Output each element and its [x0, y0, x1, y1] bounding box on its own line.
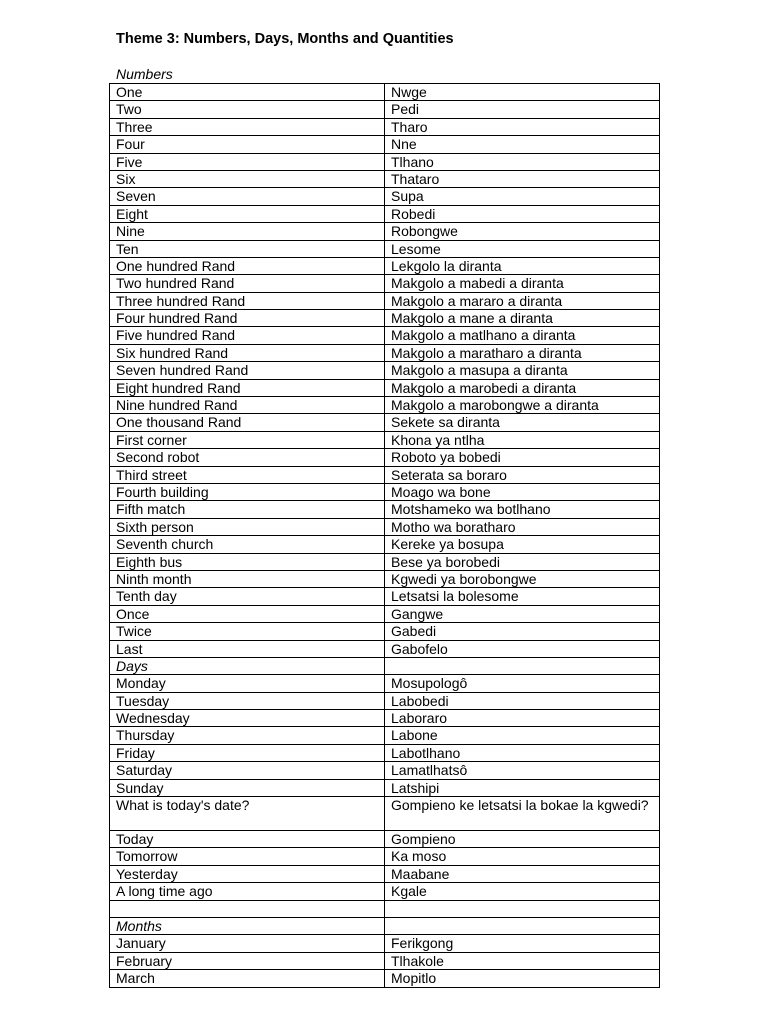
english-term-cell: Seven hundred Rand — [110, 362, 385, 379]
setswana-translation-cell: Makgolo a marobongwe a diranta — [385, 397, 660, 414]
section-heading-cell: Months — [110, 917, 385, 934]
setswana-translation-cell: Labobedi — [385, 692, 660, 709]
table-row — [110, 275, 660, 292]
setswana-translation-cell: Kgwedi ya borobongwe — [385, 570, 660, 587]
setswana-translation-cell: Robongwe — [385, 223, 660, 240]
setswana-translation-cell: Nne — [385, 136, 660, 153]
english-term-cell: Six — [110, 170, 385, 187]
table-row — [110, 553, 660, 570]
setswana-translation-cell: Labotlhano — [385, 744, 660, 761]
table-row — [110, 710, 660, 727]
english-term-cell: Today — [110, 831, 385, 848]
english-term-cell: Seven — [110, 188, 385, 205]
table-row — [110, 865, 660, 882]
english-term-cell: Last — [110, 640, 385, 657]
english-term-cell: A long time ago — [110, 883, 385, 900]
table-row — [110, 397, 660, 414]
english-term-cell: Two hundred Rand — [110, 275, 385, 292]
setswana-translation-cell: Tlhakole — [385, 952, 660, 969]
setswana-translation-cell: Pedi — [385, 101, 660, 118]
english-term-cell: Fifth match — [110, 501, 385, 518]
english-term-cell: Eight — [110, 205, 385, 222]
table-row — [110, 692, 660, 709]
setswana-translation-cell: Bese ya borobedi — [385, 553, 660, 570]
english-term-cell: Six hundred Rand — [110, 344, 385, 361]
english-term-cell: Second robot — [110, 449, 385, 466]
setswana-translation-cell: Ka moso — [385, 848, 660, 865]
english-term-cell: Saturday — [110, 762, 385, 779]
english-term-cell: Friday — [110, 744, 385, 761]
setswana-translation-cell: Mopitlo — [385, 970, 660, 987]
english-term-cell: Four hundred Rand — [110, 310, 385, 327]
section-heading-numbers: Numbers — [116, 66, 173, 82]
table-row — [110, 257, 660, 274]
setswana-translation-cell: Makgolo a mane a diranta — [385, 310, 660, 327]
setswana-translation-cell: Ferikgong — [385, 935, 660, 952]
setswana-translation-cell — [385, 900, 660, 917]
table-row — [110, 935, 660, 952]
setswana-translation-cell: Supa — [385, 188, 660, 205]
setswana-translation-cell: Motho wa boratharo — [385, 518, 660, 535]
table-row — [110, 727, 660, 744]
table-row — [110, 223, 660, 240]
table-row — [110, 848, 660, 865]
english-term-cell: Once — [110, 605, 385, 622]
english-term-cell: Sunday — [110, 779, 385, 796]
table-row — [110, 588, 660, 605]
table-row — [110, 84, 660, 101]
table-row — [110, 518, 660, 535]
table-row — [110, 570, 660, 587]
table-row — [110, 240, 660, 257]
table-row — [110, 831, 660, 848]
english-term-cell: Five hundred Rand — [110, 327, 385, 344]
table-row — [110, 170, 660, 187]
english-term-cell: Three — [110, 118, 385, 135]
table-row — [110, 779, 660, 796]
setswana-translation-cell: Robedi — [385, 205, 660, 222]
english-term-cell: January — [110, 935, 385, 952]
english-term-cell: Nine — [110, 223, 385, 240]
english-term-cell: Thursday — [110, 727, 385, 744]
english-term-cell: Twice — [110, 623, 385, 640]
english-term-cell: One — [110, 84, 385, 101]
table-row — [110, 675, 660, 692]
setswana-translation-cell: Tlhano — [385, 153, 660, 170]
setswana-translation-cell: Thataro — [385, 170, 660, 187]
setswana-translation-cell: Letsatsi la bolesome — [385, 588, 660, 605]
table-row — [110, 449, 660, 466]
english-term-cell: Three hundred Rand — [110, 292, 385, 309]
table-row — [110, 310, 660, 327]
table-row — [110, 762, 660, 779]
english-term-cell: Eight hundred Rand — [110, 379, 385, 396]
table-row — [110, 623, 660, 640]
setswana-translation-cell: Khona ya ntlha — [385, 431, 660, 448]
table-row — [110, 292, 660, 309]
setswana-translation-cell: Makgolo a mabedi a diranta — [385, 275, 660, 292]
setswana-translation-cell: Gabedi — [385, 623, 660, 640]
table-row — [110, 970, 660, 987]
english-term-cell: One thousand Rand — [110, 414, 385, 431]
setswana-translation-cell: Makgolo a maratharo a diranta — [385, 344, 660, 361]
setswana-translation-cell: Gompieno ke letsatsi la bokae la kgwedi? — [385, 797, 660, 831]
table-row — [110, 153, 660, 170]
english-term-cell: February — [110, 952, 385, 969]
english-term-cell: Fourth building — [110, 483, 385, 500]
table-row — [110, 205, 660, 222]
setswana-translation-cell: Nwge — [385, 84, 660, 101]
setswana-translation-cell: Gangwe — [385, 605, 660, 622]
setswana-translation-cell: Makgolo a masupa a diranta — [385, 362, 660, 379]
setswana-translation-cell: Lamatlhatsô — [385, 762, 660, 779]
setswana-translation-cell: Gabofelo — [385, 640, 660, 657]
english-term-cell: Tomorrow — [110, 848, 385, 865]
setswana-translation-cell: Kereke ya bosupa — [385, 536, 660, 553]
table-row — [110, 431, 660, 448]
setswana-translation-cell — [385, 917, 660, 934]
english-term-cell: Tenth day — [110, 588, 385, 605]
setswana-translation-cell — [385, 657, 660, 674]
table-row — [110, 605, 660, 622]
table-row — [110, 466, 660, 483]
vocabulary-table — [109, 83, 660, 988]
setswana-translation-cell: Tharo — [385, 118, 660, 135]
english-term-cell: Ten — [110, 240, 385, 257]
setswana-translation-cell: Mosupologô — [385, 675, 660, 692]
english-term-cell: Nine hundred Rand — [110, 397, 385, 414]
english-term-cell: Five — [110, 153, 385, 170]
english-term-cell — [110, 900, 385, 917]
setswana-translation-cell: Moago wa bone — [385, 483, 660, 500]
table-row — [110, 744, 660, 761]
english-term-cell: Seventh church — [110, 536, 385, 553]
english-term-cell: Two — [110, 101, 385, 118]
english-term-cell: Ninth month — [110, 570, 385, 587]
setswana-translation-cell: Lesome — [385, 240, 660, 257]
english-term-cell: One hundred Rand — [110, 257, 385, 274]
setswana-translation-cell: Labone — [385, 727, 660, 744]
table-row — [110, 501, 660, 518]
table-row — [110, 640, 660, 657]
setswana-translation-cell: Makgolo a marobedi a diranta — [385, 379, 660, 396]
english-term-cell: Third street — [110, 466, 385, 483]
table-row — [110, 136, 660, 153]
setswana-translation-cell: Sekete sa diranta — [385, 414, 660, 431]
english-term-cell: Yesterday — [110, 865, 385, 882]
setswana-translation-cell: Motshameko wa botlhano — [385, 501, 660, 518]
setswana-translation-cell: Makgolo a mararo a diranta — [385, 292, 660, 309]
english-term-cell: Wednesday — [110, 710, 385, 727]
table-row — [110, 344, 660, 361]
table-row — [110, 188, 660, 205]
setswana-translation-cell: Makgolo a matlhano a diranta — [385, 327, 660, 344]
setswana-translation-cell: Gompieno — [385, 831, 660, 848]
table-row — [110, 118, 660, 135]
table-row — [110, 379, 660, 396]
table-row — [110, 362, 660, 379]
table-row — [110, 101, 660, 118]
english-term-cell: Monday — [110, 675, 385, 692]
setswana-translation-cell: Laboraro — [385, 710, 660, 727]
table-row — [110, 952, 660, 969]
english-term-cell: First corner — [110, 431, 385, 448]
setswana-translation-cell: Seterata sa boraro — [385, 466, 660, 483]
table-row — [110, 327, 660, 344]
setswana-translation-cell: Latshipi — [385, 779, 660, 796]
setswana-translation-cell: Roboto ya bobedi — [385, 449, 660, 466]
table-row — [110, 883, 660, 900]
table-row — [110, 797, 660, 831]
setswana-translation-cell: Maabane — [385, 865, 660, 882]
english-term-cell: Four — [110, 136, 385, 153]
vocabulary-table-body — [110, 84, 660, 988]
table-row — [110, 414, 660, 431]
setswana-translation-cell: Lekgolo la diranta — [385, 257, 660, 274]
section-heading-row — [110, 657, 660, 674]
page-title: Theme 3: Numbers, Days, Months and Quantities — [116, 31, 454, 47]
table-row — [110, 483, 660, 500]
section-heading-row — [110, 917, 660, 934]
english-term-cell: Eighth bus — [110, 553, 385, 570]
english-term-cell: March — [110, 970, 385, 987]
english-term-cell: Tuesday — [110, 692, 385, 709]
english-term-cell: Sixth person — [110, 518, 385, 535]
setswana-translation-cell: Kgale — [385, 883, 660, 900]
english-term-cell: What is today's date? — [110, 797, 385, 831]
table-row — [110, 900, 660, 917]
section-heading-cell: Days — [110, 657, 385, 674]
table-row — [110, 536, 660, 553]
